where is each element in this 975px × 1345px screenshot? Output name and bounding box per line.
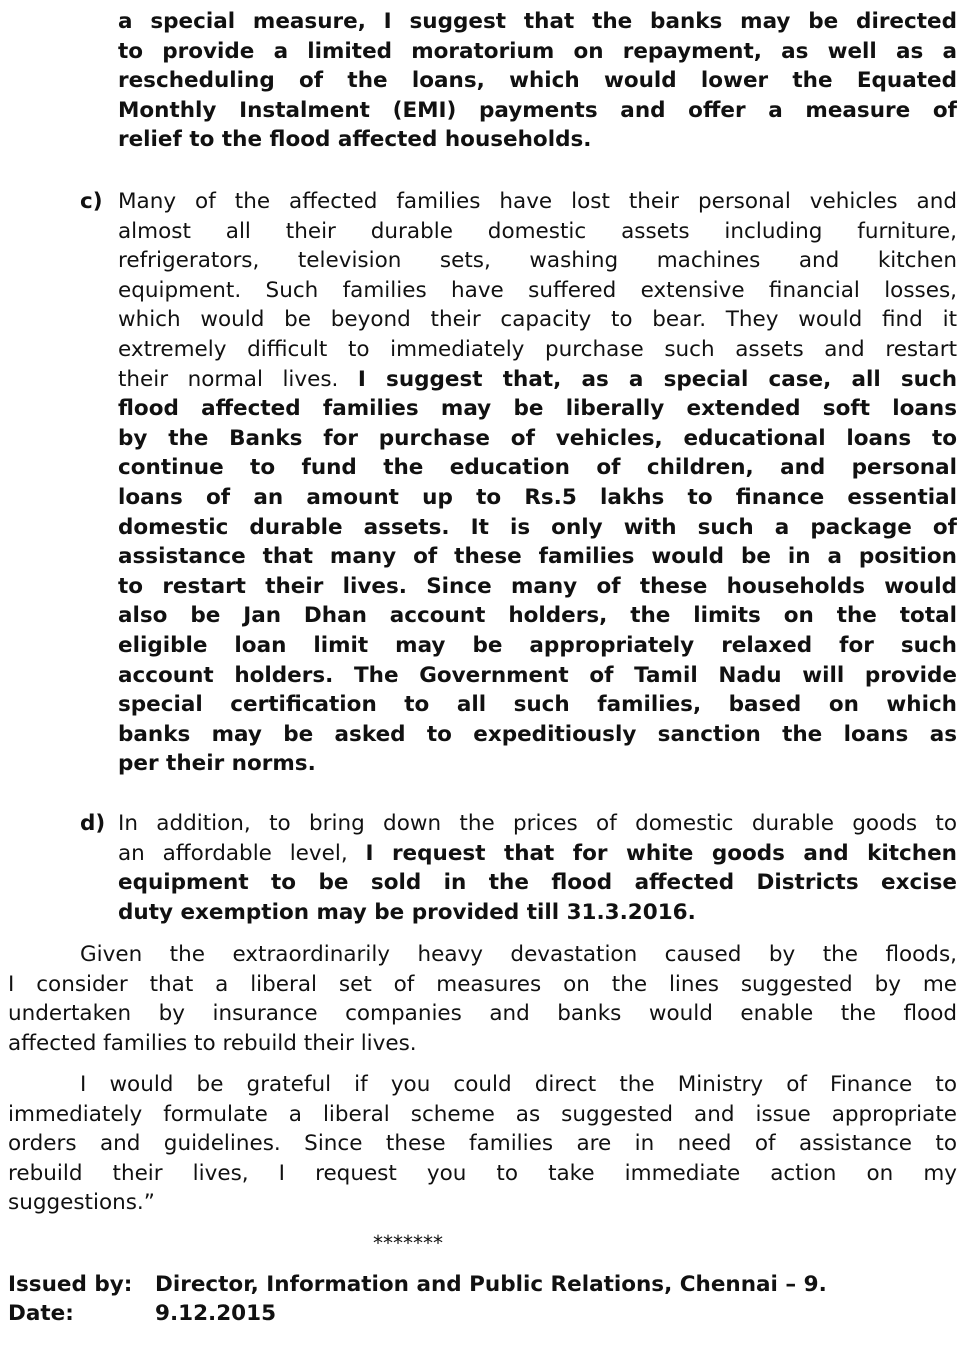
text-line: rebuild their lives, I request you to take immediate action on my — [8, 1160, 957, 1186]
item-d-marker: d) — [80, 811, 106, 836]
text-line: suggestions.” — [8, 1190, 155, 1216]
text-line: eligible loan limit may be appropriately relaxed for such — [118, 632, 957, 658]
text-line: I consider that a liberal set of measures on the lines suggested by me — [8, 971, 957, 997]
text-line: flood affected families may be liberally extended soft loans — [118, 396, 957, 422]
issued-by-value: Director, Information and Public Relations, Chennai – 9. — [155, 1272, 827, 1297]
issued-by-label: Issued by: — [8, 1272, 133, 1297]
text-line: which would be beyond their capacity to bear. They would find it — [118, 307, 957, 333]
given-paragraph — [8, 940, 957, 1058]
emphasis-text: I suggest that, as a special case, all such — [357, 366, 957, 392]
text-line: In addition, to bring down the prices of domestic durable goods to — [118, 811, 957, 836]
separator-asterisks: ******* — [373, 1231, 443, 1255]
text-line: I would be grateful if you could direct the Ministry of Finance to — [80, 1072, 957, 1097]
text-line: refrigerators, television sets, washing machines and kitchen — [118, 248, 957, 274]
text-line: rescheduling of the loans, which would lower the Equated — [118, 68, 957, 94]
text-line: duty exemption may be provided till 31.3.2016. — [118, 899, 696, 925]
text-line: Monthly Instalment (EMI) payments and offer a measure of — [118, 97, 957, 123]
text-line: undertaken by insurance companies and banks would enable the flood — [8, 1001, 957, 1027]
text-line: orders and guidelines. Since these families are in need of assistance to — [8, 1131, 957, 1157]
date-value: 9.12.2015 — [155, 1301, 277, 1326]
item-d-paragraph — [118, 809, 957, 927]
text-line: their normal lives. I suggest that, as a special case, all such — [118, 366, 957, 392]
text-line: relief to the flood affected households. — [118, 127, 592, 153]
text-line: affected families to rebuild their lives. — [8, 1030, 417, 1056]
item-c-marker: c) — [80, 189, 103, 214]
intro-continuation-paragraph — [118, 7, 957, 155]
item-c-paragraph — [118, 187, 957, 779]
text-line: also be Jan Dhan account holders, the limits on the total — [118, 603, 957, 629]
text-line: banks may be asked to expeditiously sanction the loans as — [118, 721, 957, 747]
text-line: per their norms. — [118, 751, 316, 777]
text-line: special certification to all such families, based on which — [118, 692, 957, 718]
text-line: an affordable level, I request that for white goods and kitchen — [118, 840, 957, 866]
text-line: extremely difficult to immediately purchase such assets and restart — [118, 336, 957, 362]
text-line: assistance that many of these families would be in a position — [118, 544, 957, 570]
text-line: account holders. The Government of Tamil Nadu will provide — [118, 662, 957, 688]
text-line: Many of the affected families have lost their personal vehicles and — [118, 189, 957, 214]
text-line: loans of an amount up to Rs.5 lakhs to finance essential — [118, 484, 957, 510]
text-line: by the Banks for purchase of vehicles, educational loans to — [118, 425, 957, 451]
text-line: almost all their durable domestic assets including furniture, — [118, 218, 957, 244]
text-line: immediately formulate a liberal scheme as suggested and issue appropriate — [8, 1101, 957, 1127]
text-line: to restart their lives. Since many of these households would — [118, 573, 957, 599]
text-line: equipment to be sold in the flood affected Districts excise — [118, 870, 957, 896]
grateful-paragraph — [8, 1070, 957, 1218]
text-line: a special measure, I suggest that the banks may be directed — [118, 9, 957, 34]
text-line: continue to fund the education of children, and personal — [118, 455, 957, 481]
emphasis-text: I request that for white goods and kitchen — [365, 840, 957, 866]
text-line: to provide a limited moratorium on repayment, as well as a — [118, 38, 957, 64]
date-label: Date: — [8, 1301, 74, 1326]
text-line: equipment. Such families have suffered extensive financial losses, — [118, 277, 957, 303]
text-line: Given the extraordinarily heavy devastation caused by the floods, — [80, 942, 957, 967]
text-line: domestic durable assets. It is only with such a package of — [118, 514, 957, 540]
